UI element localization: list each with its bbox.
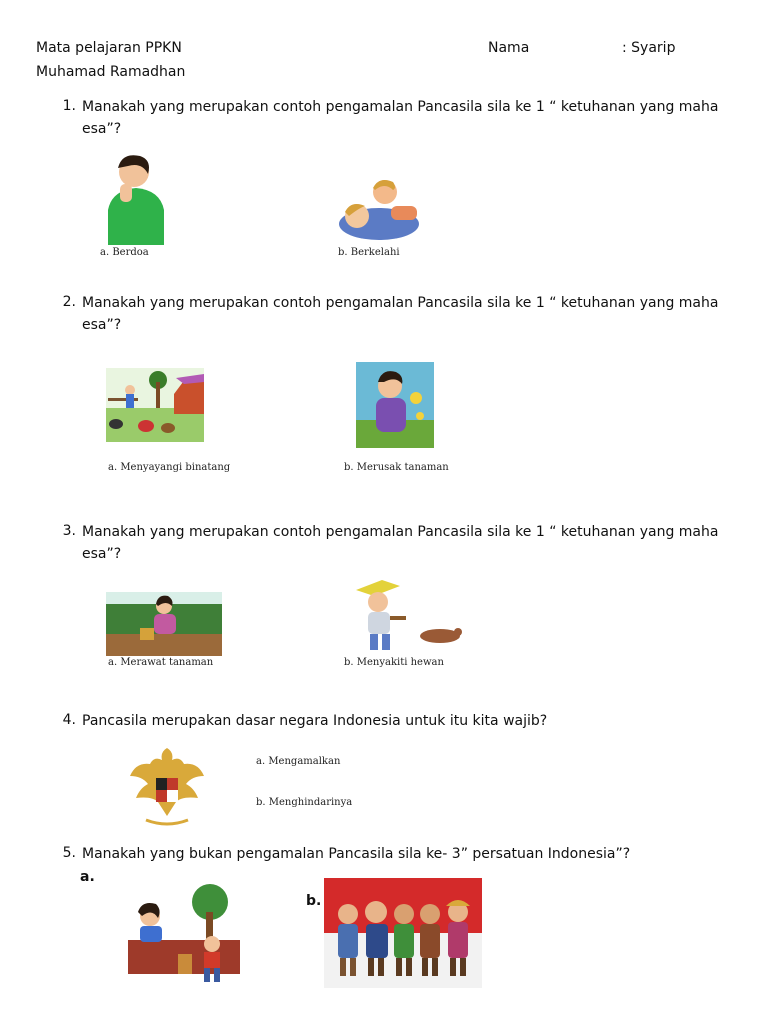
option-b-caption: b. Menyakiti hewan <box>344 657 444 668</box>
name-value-continued: Muhamad Ramadhan <box>36 64 186 80</box>
fighting-kids-image <box>335 176 423 244</box>
name-value: : Syarip <box>622 40 676 56</box>
option-a-label: a. <box>80 869 95 885</box>
question-number: 1. <box>62 98 76 114</box>
question-number: 5. <box>62 845 76 861</box>
girl-gardening-image <box>106 592 222 656</box>
option-b-caption: b. Merusak tanaman <box>344 462 449 473</box>
teacher-student-image <box>128 882 250 986</box>
question-number: 2. <box>62 294 76 310</box>
option-b-label: b. <box>306 893 322 909</box>
option-a-caption: a. Berdoa <box>100 247 149 258</box>
option-a-caption: a. Mengamalkan <box>256 756 341 767</box>
question-number: 4. <box>62 712 76 728</box>
option-b-caption: b. Berkelahi <box>338 247 400 258</box>
option-a-caption: a. Menyayangi binatang <box>108 462 231 473</box>
question-text: Manakah yang bukan pengamalan Pancasila sila ke- 3” persatuan Indonesia”? <box>82 846 631 862</box>
garuda-pancasila-emblem <box>126 742 208 828</box>
question-text: Manakah yang merupakan contoh pengamalan Pancasila sila ke 1 “ ketuhanan yang maha esa”? <box>82 524 719 562</box>
question-number: 3. <box>62 523 76 539</box>
question-text: Pancasila merupakan dasar negara Indonesia untuk itu kita wajib? <box>82 713 548 729</box>
name-label: Nama <box>488 40 530 56</box>
option-b-caption: b. Menghindarinya <box>256 797 353 808</box>
farm-animals-image <box>106 368 204 442</box>
praying-boy-image <box>98 150 168 245</box>
option-a-caption: a. Merawat tanaman <box>108 657 214 668</box>
question-text: Manakah yang merupakan contoh pengamalan Pancasila sila ke 1 “ ketuhanan yang maha esa”? <box>82 99 719 137</box>
question-text: Manakah yang merupakan contoh pengamalan Pancasila sila ke 1 “ ketuhanan yang maha esa”? <box>82 295 719 333</box>
boy-hurting-animal-image <box>352 580 464 654</box>
boy-plant-image <box>356 362 434 448</box>
subject-label: Mata pelajaran PPKN <box>36 40 182 56</box>
children-traditional-clothes-image <box>324 878 482 988</box>
